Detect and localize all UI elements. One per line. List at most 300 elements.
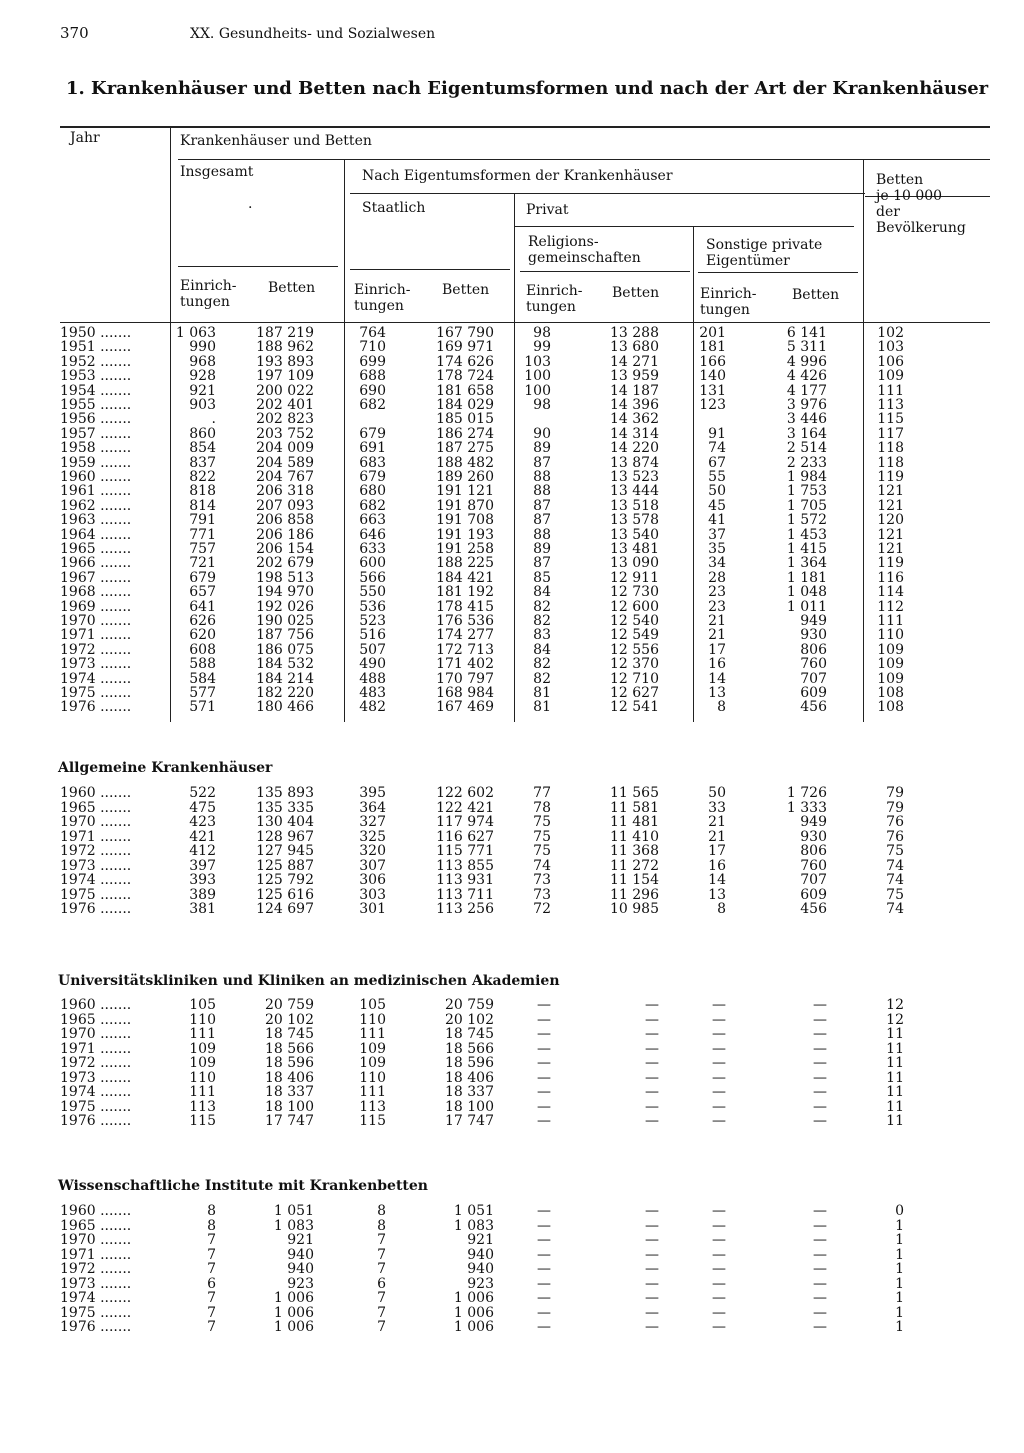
cell-einrichtungen-staatlich: 113	[359, 1098, 386, 1115]
cell-year: 1976 .......	[60, 1319, 132, 1335]
cell-einrichtungen-sonstige: 50	[708, 483, 726, 500]
cell-betten-insgesamt: 128 967	[256, 828, 314, 845]
header-jahr: Jahr	[70, 130, 100, 146]
cell-betten-religion: —	[645, 1011, 659, 1028]
cell-betten-religion: —	[645, 1290, 659, 1306]
header-privat: Privat	[526, 202, 569, 218]
cell-betten-sonstige: —	[813, 1232, 827, 1248]
cell-einrichtungen-insgesamt: 381	[189, 901, 216, 917]
cell-betten-sonstige: 806	[800, 843, 827, 859]
table-row	[0, 542, 1024, 556]
cell-einrichtungen-staatlich: 7	[377, 1261, 386, 1277]
cell-betten-je-10000: 121	[877, 526, 904, 543]
cell-einrichtungen-sonstige: 21	[708, 828, 726, 845]
cell-betten-sonstige: 1 753	[786, 483, 827, 500]
cell-betten-religion: 12 370	[610, 656, 659, 673]
cell-einrichtungen-insgesamt: 475	[189, 799, 216, 816]
cell-betten-religion: 11 410	[610, 828, 659, 845]
cell-einrichtungen-sonstige: 35	[708, 541, 726, 557]
cell-einrichtungen-staatlich: 303	[359, 886, 386, 903]
cell-einrichtungen-sonstige: —	[712, 1319, 726, 1335]
header-rule-top	[60, 126, 990, 128]
cell-einrichtungen-staatlich: 682	[359, 497, 386, 514]
cell-einrichtungen-religion: 82	[533, 656, 551, 673]
cell-betten-sonstige: 949	[800, 814, 827, 830]
cell-year: 1959 .......	[60, 454, 132, 471]
cell-einrichtungen-sonstige: —	[712, 1055, 726, 1071]
cell-einrichtungen-insgesamt: 6	[207, 1275, 216, 1292]
cell-betten-staatlich: 115 771	[436, 843, 494, 859]
cell-betten-je-10000: 102	[877, 325, 904, 341]
cell-einrichtungen-religion: 72	[533, 901, 551, 917]
cell-betten-staatlich: 122 602	[436, 785, 494, 801]
cell-betten-sonstige: 760	[800, 857, 827, 874]
cell-einrichtungen-insgesamt: 854	[189, 440, 216, 457]
cell-year: 1967 .......	[60, 569, 132, 586]
cell-betten-sonstige: 3 976	[786, 397, 827, 413]
header-betten-insgesamt: Betten	[268, 280, 316, 296]
table-row	[0, 686, 1024, 700]
cell-einrichtungen-staatlich: 682	[359, 397, 386, 413]
table-row	[0, 528, 1024, 542]
cell-betten-je-10000: 1	[895, 1232, 904, 1248]
cell-betten-je-10000: 1	[895, 1217, 904, 1234]
cell-einrichtungen-insgesamt: 771	[189, 526, 216, 543]
cell-einrichtungen-religion: 98	[533, 397, 551, 413]
cell-einrichtungen-insgesamt: 393	[189, 872, 216, 888]
cell-einrichtungen-staatlich: 109	[359, 1055, 386, 1071]
cell-betten-insgesamt: 182 220	[256, 685, 314, 701]
cell-betten-je-10000: 76	[886, 828, 904, 845]
cell-betten-insgesamt: 204 767	[256, 469, 314, 485]
cell-betten-religion: 12 556	[610, 641, 659, 658]
table-row	[0, 1248, 1024, 1262]
table-row	[0, 643, 1024, 657]
cell-betten-je-10000: 119	[877, 555, 904, 572]
cell-einrichtungen-staatlich: 710	[359, 339, 386, 356]
cell-einrichtungen-religion: —	[537, 1113, 551, 1129]
cell-einrichtungen-religion: 84	[533, 641, 551, 658]
cell-betten-staatlich: 170 797	[436, 670, 494, 687]
cell-betten-insgesamt: 198 513	[256, 569, 314, 586]
cell-einrichtungen-religion: —	[537, 1098, 551, 1115]
table-row	[0, 456, 1024, 470]
cell-betten-je-10000: 113	[877, 397, 904, 413]
cell-betten-staatlich: 1 051	[453, 1203, 494, 1219]
cell-year: 1965 .......	[60, 799, 132, 816]
cell-einrichtungen-staatlich: 600	[359, 555, 386, 572]
cell-betten-staatlich: 187 275	[436, 440, 494, 457]
cell-betten-sonstige: 2 233	[786, 454, 827, 471]
section-title: Allgemeine Krankenhäuser	[58, 760, 273, 776]
cell-einrichtungen-staatlich: 110	[359, 1069, 386, 1086]
table-row	[0, 1013, 1024, 1027]
cell-betten-religion: 11 154	[610, 872, 659, 888]
cell-einrichtungen-religion: 87	[533, 497, 551, 514]
cell-year: 1971 .......	[60, 1040, 132, 1057]
cell-year: 1974 .......	[60, 872, 132, 888]
cell-betten-je-10000: 75	[886, 843, 904, 859]
cell-betten-sonstige: 1 726	[786, 785, 827, 801]
cell-betten-staatlich: 1 083	[453, 1217, 494, 1234]
cell-einrichtungen-staatlich: 550	[359, 584, 386, 601]
table-row	[0, 657, 1024, 671]
cell-einrichtungen-insgesamt: 641	[189, 598, 216, 615]
cell-einrichtungen-insgesamt: 421	[189, 828, 216, 845]
cell-betten-staatlich: 176 536	[436, 613, 494, 629]
cell-betten-insgesamt: 127 945	[256, 843, 314, 859]
cell-einrichtungen-religion: 81	[533, 699, 551, 716]
cell-betten-je-10000: 79	[886, 785, 904, 801]
cell-year: 1953 .......	[60, 368, 132, 385]
cell-betten-je-10000: 74	[886, 872, 904, 888]
cell-einrichtungen-religion: 100	[524, 382, 551, 399]
cell-year: 1971 .......	[60, 1246, 132, 1263]
cell-year: 1955 .......	[60, 397, 132, 413]
cell-einrichtungen-staatlich: 646	[359, 526, 386, 543]
cell-betten-religion: —	[645, 1084, 659, 1100]
cell-betten-je-10000: 121	[877, 483, 904, 500]
cell-betten-sonstige: 6 141	[786, 325, 827, 341]
cell-betten-insgesamt: 184 214	[256, 670, 314, 687]
cell-betten-staatlich: 1 006	[453, 1319, 494, 1335]
cell-betten-je-10000: 115	[877, 411, 904, 428]
header-rule-bottom	[60, 322, 990, 323]
cell-year: 1962 .......	[60, 497, 132, 514]
cell-betten-religion: —	[645, 1069, 659, 1086]
cell-betten-je-10000: 116	[877, 569, 904, 586]
cell-einrichtungen-sonstige: —	[712, 1232, 726, 1248]
cell-einrichtungen-religion: 78	[533, 799, 551, 816]
cell-betten-je-10000: 12	[886, 997, 904, 1013]
cell-year: 1950 .......	[60, 325, 132, 341]
cell-einrichtungen-religion: —	[537, 1084, 551, 1100]
cell-betten-sonstige: 456	[800, 901, 827, 917]
cell-betten-religion: —	[645, 1232, 659, 1248]
cell-year: 1960 .......	[60, 1203, 132, 1219]
header-betten-staatlich: Betten	[442, 282, 490, 298]
cell-betten-sonstige: 1 705	[786, 497, 827, 514]
cell-betten-sonstige: 1 011	[786, 598, 827, 615]
table-row	[0, 672, 1024, 686]
cell-year: 1952 .......	[60, 353, 132, 370]
header-rule-staatlich	[350, 269, 510, 270]
cell-betten-je-10000: 118	[877, 454, 904, 471]
cell-einrichtungen-staatlich: 301	[359, 901, 386, 917]
cell-betten-religion: 12 600	[610, 598, 659, 615]
cell-betten-sonstige: 4 426	[786, 368, 827, 385]
cell-betten-sonstige: —	[813, 1319, 827, 1335]
cell-betten-sonstige: 1 572	[786, 512, 827, 529]
cell-einrichtungen-staatlich: 483	[359, 685, 386, 701]
cell-betten-religion: 11 581	[610, 799, 659, 816]
cell-einrichtungen-staatlich: 109	[359, 1040, 386, 1057]
cell-betten-religion: 14 220	[610, 440, 659, 457]
cell-betten-sonstige: 1 048	[786, 584, 827, 601]
cell-betten-je-10000: 11	[886, 1113, 904, 1129]
cell-einrichtungen-staatlich: 688	[359, 368, 386, 385]
cell-year: 1965 .......	[60, 1217, 132, 1234]
cell-betten-religion: 13 874	[610, 454, 659, 471]
cell-einrichtungen-sonstige: 166	[699, 353, 726, 370]
cell-betten-sonstige: —	[813, 1113, 827, 1129]
cell-einrichtungen-sonstige: —	[712, 1084, 726, 1100]
cell-year: 1975 .......	[60, 1304, 132, 1321]
cell-year: 1968 .......	[60, 584, 132, 601]
cell-betten-insgesamt: 1 006	[273, 1319, 314, 1335]
cell-einrichtungen-sonstige: 21	[708, 613, 726, 629]
table-row	[0, 1306, 1024, 1320]
table-row	[0, 1277, 1024, 1291]
cell-betten-insgesamt: 1 006	[273, 1290, 314, 1306]
cell-einrichtungen-religion: —	[537, 1290, 551, 1306]
cell-einrichtungen-sonstige: —	[712, 1026, 726, 1042]
cell-betten-staatlich: 191 193	[436, 526, 494, 543]
table-row	[0, 628, 1024, 642]
cell-einrichtungen-religion: —	[537, 1203, 551, 1219]
cell-year: 1960 .......	[60, 997, 132, 1013]
cell-betten-religion: 12 710	[610, 670, 659, 687]
cell-betten-insgesamt: 188 962	[256, 339, 314, 356]
table-row	[0, 1071, 1024, 1085]
cell-year: 1972 .......	[60, 1261, 132, 1277]
cell-year: 1961 .......	[60, 483, 132, 500]
header-einrichtungen-religion: Einrich- tungen	[526, 283, 583, 315]
cell-betten-religion: 13 090	[610, 555, 659, 572]
cell-einrichtungen-sonstige: 41	[708, 512, 726, 529]
table-row	[0, 786, 1024, 800]
cell-einrichtungen-religion: 89	[533, 440, 551, 457]
table-row	[0, 1027, 1024, 1041]
cell-betten-staatlich: 1 006	[453, 1290, 494, 1306]
cell-einrichtungen-sonstige: 14	[708, 670, 726, 687]
cell-einrichtungen-religion: 73	[533, 886, 551, 903]
cell-betten-religion: 13 518	[610, 497, 659, 514]
table-row	[0, 1114, 1024, 1128]
cell-betten-staatlich: 181 658	[436, 382, 494, 399]
cell-einrichtungen-sonstige: 74	[708, 440, 726, 457]
cell-einrichtungen-insgesamt: 110	[189, 1011, 216, 1028]
table-row	[0, 585, 1024, 599]
cell-einrichtungen-sonstige: 140	[699, 368, 726, 385]
table-title: 1. Krankenhäuser und Betten nach Eigentumsformen und nach der Art der Krankenhäuser	[66, 78, 989, 99]
cell-einrichtungen-staatlich: 680	[359, 483, 386, 500]
cell-einrichtungen-staatlich: 507	[359, 641, 386, 658]
cell-year: 1964 .......	[60, 526, 132, 543]
table-row	[0, 441, 1024, 455]
cell-einrichtungen-religion: 82	[533, 670, 551, 687]
cell-einrichtungen-sonstige: —	[712, 1069, 726, 1086]
cell-einrichtungen-religion: 83	[533, 627, 551, 644]
cell-betten-je-10000: 1	[895, 1275, 904, 1292]
cell-betten-religion: 13 444	[610, 483, 659, 500]
cell-year: 1957 .......	[60, 425, 132, 442]
cell-betten-insgesamt: 200 022	[256, 382, 314, 399]
cell-betten-insgesamt: 18 566	[265, 1040, 314, 1057]
cell-betten-staatlich: 185 015	[436, 411, 494, 428]
cell-einrichtungen-insgesamt: 109	[189, 1040, 216, 1057]
header-betten-religion: Betten	[612, 285, 660, 301]
cell-year: 1960 .......	[60, 469, 132, 485]
cell-betten-sonstige: —	[813, 1026, 827, 1042]
cell-betten-religion: 12 541	[610, 699, 659, 716]
cell-einrichtungen-staatlich: 6	[377, 1275, 386, 1292]
cell-einrichtungen-insgesamt: 115	[189, 1113, 216, 1129]
cell-einrichtungen-insgesamt: 822	[189, 469, 216, 485]
cell-betten-staatlich: 113 931	[436, 872, 494, 888]
cell-einrichtungen-religion: 87	[533, 454, 551, 471]
cell-betten-religion: 10 985	[610, 901, 659, 917]
cell-einrichtungen-staatlich: 364	[359, 799, 386, 816]
cell-einrichtungen-staatlich: 691	[359, 440, 386, 457]
cell-betten-staatlich: 116 627	[436, 828, 494, 845]
cell-einrichtungen-religion: 73	[533, 872, 551, 888]
cell-einrichtungen-insgesamt: 571	[189, 699, 216, 716]
table-row	[0, 1219, 1024, 1233]
cell-einrichtungen-sonstige: 16	[708, 857, 726, 874]
cell-betten-staatlich: 186 274	[436, 425, 494, 442]
cell-betten-sonstige: 949	[800, 613, 827, 629]
cell-betten-je-10000: 74	[886, 857, 904, 874]
section-title: Universitätskliniken und Kliniken an medizinischen Akademien	[58, 973, 560, 989]
cell-betten-insgesamt: 206 186	[256, 526, 314, 543]
table-row	[0, 1042, 1024, 1056]
cell-betten-sonstige: —	[813, 1246, 827, 1263]
cell-betten-sonstige: —	[813, 1304, 827, 1321]
cell-einrichtungen-staatlich: 516	[359, 627, 386, 644]
cell-betten-sonstige: —	[813, 1275, 827, 1292]
cell-einrichtungen-insgesamt: 757	[189, 541, 216, 557]
cell-einrichtungen-religion: —	[537, 1261, 551, 1277]
cell-betten-insgesamt: 18 406	[265, 1069, 314, 1086]
cell-betten-staatlich: 113 256	[436, 901, 494, 917]
cell-einrichtungen-religion: —	[537, 1069, 551, 1086]
cell-betten-religion: 14 187	[610, 382, 659, 399]
cell-einrichtungen-religion: 98	[533, 325, 551, 341]
table-row	[0, 815, 1024, 829]
cell-year: 1970 .......	[60, 1232, 132, 1248]
cell-year: 1958 .......	[60, 440, 132, 457]
cell-betten-insgesamt: 187 756	[256, 627, 314, 644]
cell-einrichtungen-insgesamt: 903	[189, 397, 216, 413]
header-betten-je-10000: Betten je 10 000 der Bevölkerung	[876, 172, 966, 236]
cell-einrichtungen-religion: 75	[533, 828, 551, 845]
cell-einrichtungen-insgesamt: 577	[189, 685, 216, 701]
cell-betten-insgesamt: 125 616	[256, 886, 314, 903]
cell-einrichtungen-religion: 100	[524, 368, 551, 385]
cell-einrichtungen-staatlich: 8	[377, 1203, 386, 1219]
cell-einrichtungen-sonstige: 13	[708, 886, 726, 903]
table-row	[0, 1204, 1024, 1218]
table-row	[0, 801, 1024, 815]
cell-betten-je-10000: 1	[895, 1246, 904, 1263]
cell-betten-je-10000: 118	[877, 440, 904, 457]
cell-betten-sonstige: —	[813, 1040, 827, 1057]
cell-betten-sonstige: 609	[800, 685, 827, 701]
cell-betten-staatlich: 18 596	[445, 1055, 494, 1071]
cell-betten-insgesamt: 202 401	[256, 397, 314, 413]
cell-betten-staatlich: 921	[467, 1232, 494, 1248]
page-number: 370	[60, 24, 89, 42]
header-rule-kb	[178, 159, 990, 160]
cell-einrichtungen-staatlich: 111	[359, 1084, 386, 1100]
cell-betten-religion: —	[645, 1261, 659, 1277]
cell-year: 1973 .......	[60, 1069, 132, 1086]
cell-betten-je-10000: 109	[877, 368, 904, 385]
cell-year: 1956 .......	[60, 411, 132, 428]
cell-einrichtungen-religion: 90	[533, 425, 551, 442]
table-row	[0, 1233, 1024, 1247]
table-row	[0, 340, 1024, 354]
table-row	[0, 1085, 1024, 1099]
cell-einrichtungen-sonstige: 131	[699, 382, 726, 399]
cell-year: 1951 .......	[60, 339, 132, 356]
cell-betten-religion: —	[645, 1246, 659, 1263]
cell-betten-religion: 13 959	[610, 368, 659, 385]
cell-betten-insgesamt: 18 100	[265, 1098, 314, 1115]
cell-einrichtungen-sonstige: 33	[708, 799, 726, 816]
cell-einrichtungen-staatlich: 488	[359, 670, 386, 687]
header-rule-eigentum	[350, 193, 865, 194]
cell-einrichtungen-religion: —	[537, 1275, 551, 1292]
cell-betten-je-10000: 108	[877, 685, 904, 701]
cell-einrichtungen-religion: 89	[533, 541, 551, 557]
cell-betten-religion: —	[645, 1098, 659, 1115]
cell-einrichtungen-sonstige: 16	[708, 656, 726, 673]
cell-betten-sonstige: —	[813, 1217, 827, 1234]
cell-betten-staatlich: 191 121	[436, 483, 494, 500]
cell-einrichtungen-insgesamt: 109	[189, 1055, 216, 1071]
cell-einrichtungen-religion: 99	[533, 339, 551, 356]
cell-betten-sonstige: 1 453	[786, 526, 827, 543]
header-einrichtungen-sonstige: Einrich- tungen	[700, 286, 757, 318]
cell-betten-sonstige: —	[813, 1069, 827, 1086]
cell-betten-staatlich: 1 006	[453, 1304, 494, 1321]
cell-betten-religion: 11 368	[610, 843, 659, 859]
cell-betten-insgesamt: 125 887	[256, 857, 314, 874]
header-rule-religion	[520, 271, 690, 272]
cell-year: 1954 .......	[60, 382, 132, 399]
cell-einrichtungen-religion: —	[537, 1040, 551, 1057]
cell-einrichtungen-sonstige: —	[712, 1203, 726, 1219]
cell-betten-religion: 11 481	[610, 814, 659, 830]
cell-einrichtungen-staatlich: 679	[359, 425, 386, 442]
cell-einrichtungen-staatlich: 111	[359, 1026, 386, 1042]
cell-year: 1973 .......	[60, 656, 132, 673]
cell-year: 1970 .......	[60, 1026, 132, 1042]
cell-einrichtungen-religion: 103	[524, 353, 551, 370]
cell-betten-insgesamt: 18 337	[265, 1084, 314, 1100]
cell-betten-staatlich: 184 421	[436, 569, 494, 586]
cell-betten-insgesamt: 186 075	[256, 641, 314, 658]
cell-einrichtungen-insgesamt: 8	[207, 1217, 216, 1234]
cell-einrichtungen-staatlich: 566	[359, 569, 386, 586]
cell-betten-insgesamt: 940	[287, 1261, 314, 1277]
cell-betten-staatlich: 18 566	[445, 1040, 494, 1057]
cell-betten-insgesamt: 1 051	[273, 1203, 314, 1219]
cell-einrichtungen-staatlich: 307	[359, 857, 386, 874]
cell-betten-staatlich: 167 790	[436, 325, 494, 341]
cell-betten-insgesamt: 206 154	[256, 541, 314, 557]
cell-betten-staatlich: 940	[467, 1261, 494, 1277]
cell-betten-je-10000: 106	[877, 353, 904, 370]
cell-betten-staatlich: 181 192	[436, 584, 494, 601]
cell-einrichtungen-insgesamt: 423	[189, 814, 216, 830]
cell-einrichtungen-religion: 82	[533, 613, 551, 629]
cell-year: 1974 .......	[60, 1084, 132, 1100]
cell-betten-insgesamt: 207 093	[256, 497, 314, 514]
cell-betten-insgesamt: 187 219	[256, 325, 314, 341]
